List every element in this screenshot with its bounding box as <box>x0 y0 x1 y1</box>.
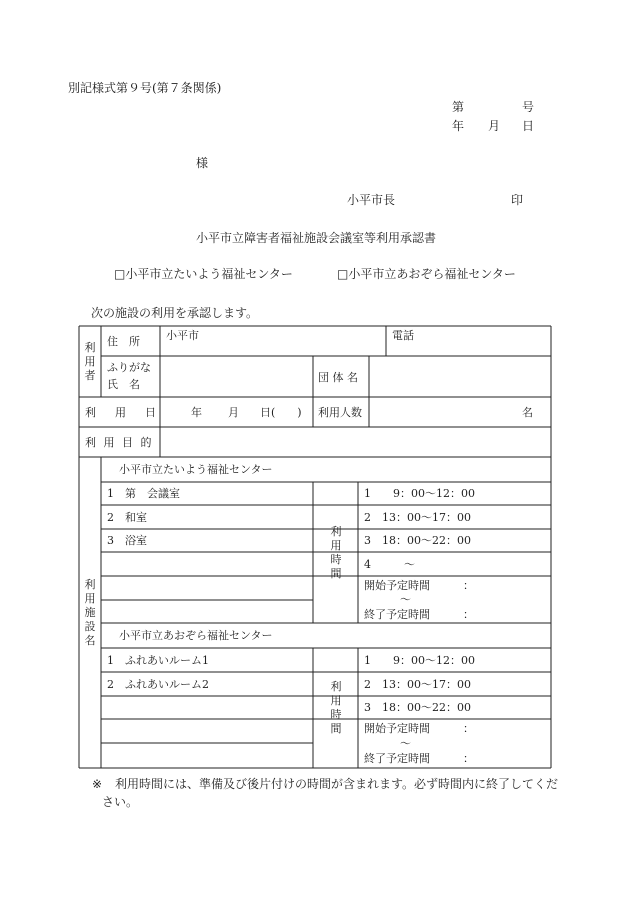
taiyo-slot-3: 3 18：00～22：00 <box>364 534 471 547</box>
recipient-suffix: 様 <box>196 156 209 170</box>
taiyo-room-2: 2 和室 <box>107 511 147 524</box>
usage-date-year: 年 <box>191 406 202 419</box>
footnote-line-2: さい。 <box>102 795 139 809</box>
aozora-room-1: 1 ふれあいルーム1 <box>107 654 209 667</box>
facility-group-label: 利用施設名 <box>84 578 96 647</box>
taiyo-slot-1: 1 9：00～12：00 <box>364 487 475 500</box>
taiyo-room-1: 1 第 会議室 <box>107 487 180 500</box>
aozora-end-time: 終了予定時間 ： <box>364 752 474 765</box>
purpose-label: 利 用 目 的 <box>85 436 154 449</box>
footnote-mark: ※ <box>92 777 103 791</box>
address-label: 住 所 <box>107 335 140 348</box>
usage-date-day: 日( ) <box>260 406 302 419</box>
aozora-room-2: 2 ふれあいルーム2 <box>107 678 209 691</box>
aozora-slot-1: 1 9：00～12：00 <box>364 654 475 667</box>
aozora-start-time: 開始予定時間 ： <box>364 722 474 735</box>
headcount-label: 利用人数 <box>318 406 362 419</box>
date-day: 日 <box>522 119 535 133</box>
form-reference: 別記様式第９号(第７条関係) <box>68 81 222 95</box>
taiyo-end-time: 終了予定時間 ： <box>364 608 474 621</box>
issuer-name: 小平市長 <box>347 193 396 207</box>
document-title: 小平市立障害者福祉施設会議室等利用承認書 <box>196 231 437 245</box>
taiyo-room-3: 3 浴室 <box>107 534 147 547</box>
facility-checkbox-aozora: □小平市立あおぞら福祉センター <box>337 267 516 281</box>
usage-date-month: 月 <box>228 406 239 419</box>
intro-text: 次の施設の利用を承認します。 <box>91 306 259 320</box>
usage-date-label: 利 用 日 <box>85 406 160 419</box>
document-number-prefix: 第 <box>452 100 465 114</box>
aozora-tilde: ～ <box>400 737 411 750</box>
aozora-center-name: 小平市立あおぞら福祉センター <box>119 629 273 642</box>
group-name-label: 団 体 名 <box>318 371 358 384</box>
facility-checkbox-taiyo: □小平市立たいよう福祉センター <box>114 267 293 281</box>
date-year: 年 <box>452 119 465 133</box>
taiyo-tilde: ～ <box>400 593 411 606</box>
furigana-label: ふりがな <box>107 361 151 374</box>
taiyo-center-name: 小平市立たいよう福祉センター <box>119 463 273 476</box>
aozora-slot-2: 2 13：00～17：00 <box>364 678 471 691</box>
taiyo-slot-4: 4 ～ <box>364 558 415 571</box>
footnote-line-1: 利用時間には、準備及び後片付けの時間が含まれます。必ず時間内に終了してくだ <box>115 777 559 791</box>
address-value: 小平市 <box>166 329 199 342</box>
document-number-suffix: 号 <box>522 100 535 114</box>
taiyo-time-group-label: 利用時間 <box>330 525 342 580</box>
taiyo-start-time: 開始予定時間 ： <box>364 579 474 592</box>
taiyo-slot-2: 2 13：00～17：00 <box>364 511 471 524</box>
name-label: 氏 名 <box>107 378 140 391</box>
user-group-label: 利用者 <box>84 341 96 382</box>
phone-label: 電話 <box>392 329 414 342</box>
headcount-unit: 名 <box>522 406 533 419</box>
aozora-slot-3: 3 18：00～22：00 <box>364 701 471 714</box>
date-month: 月 <box>488 119 501 133</box>
aozora-time-group-label: 利用時間 <box>330 680 342 735</box>
seal-mark: 印 <box>511 193 524 207</box>
